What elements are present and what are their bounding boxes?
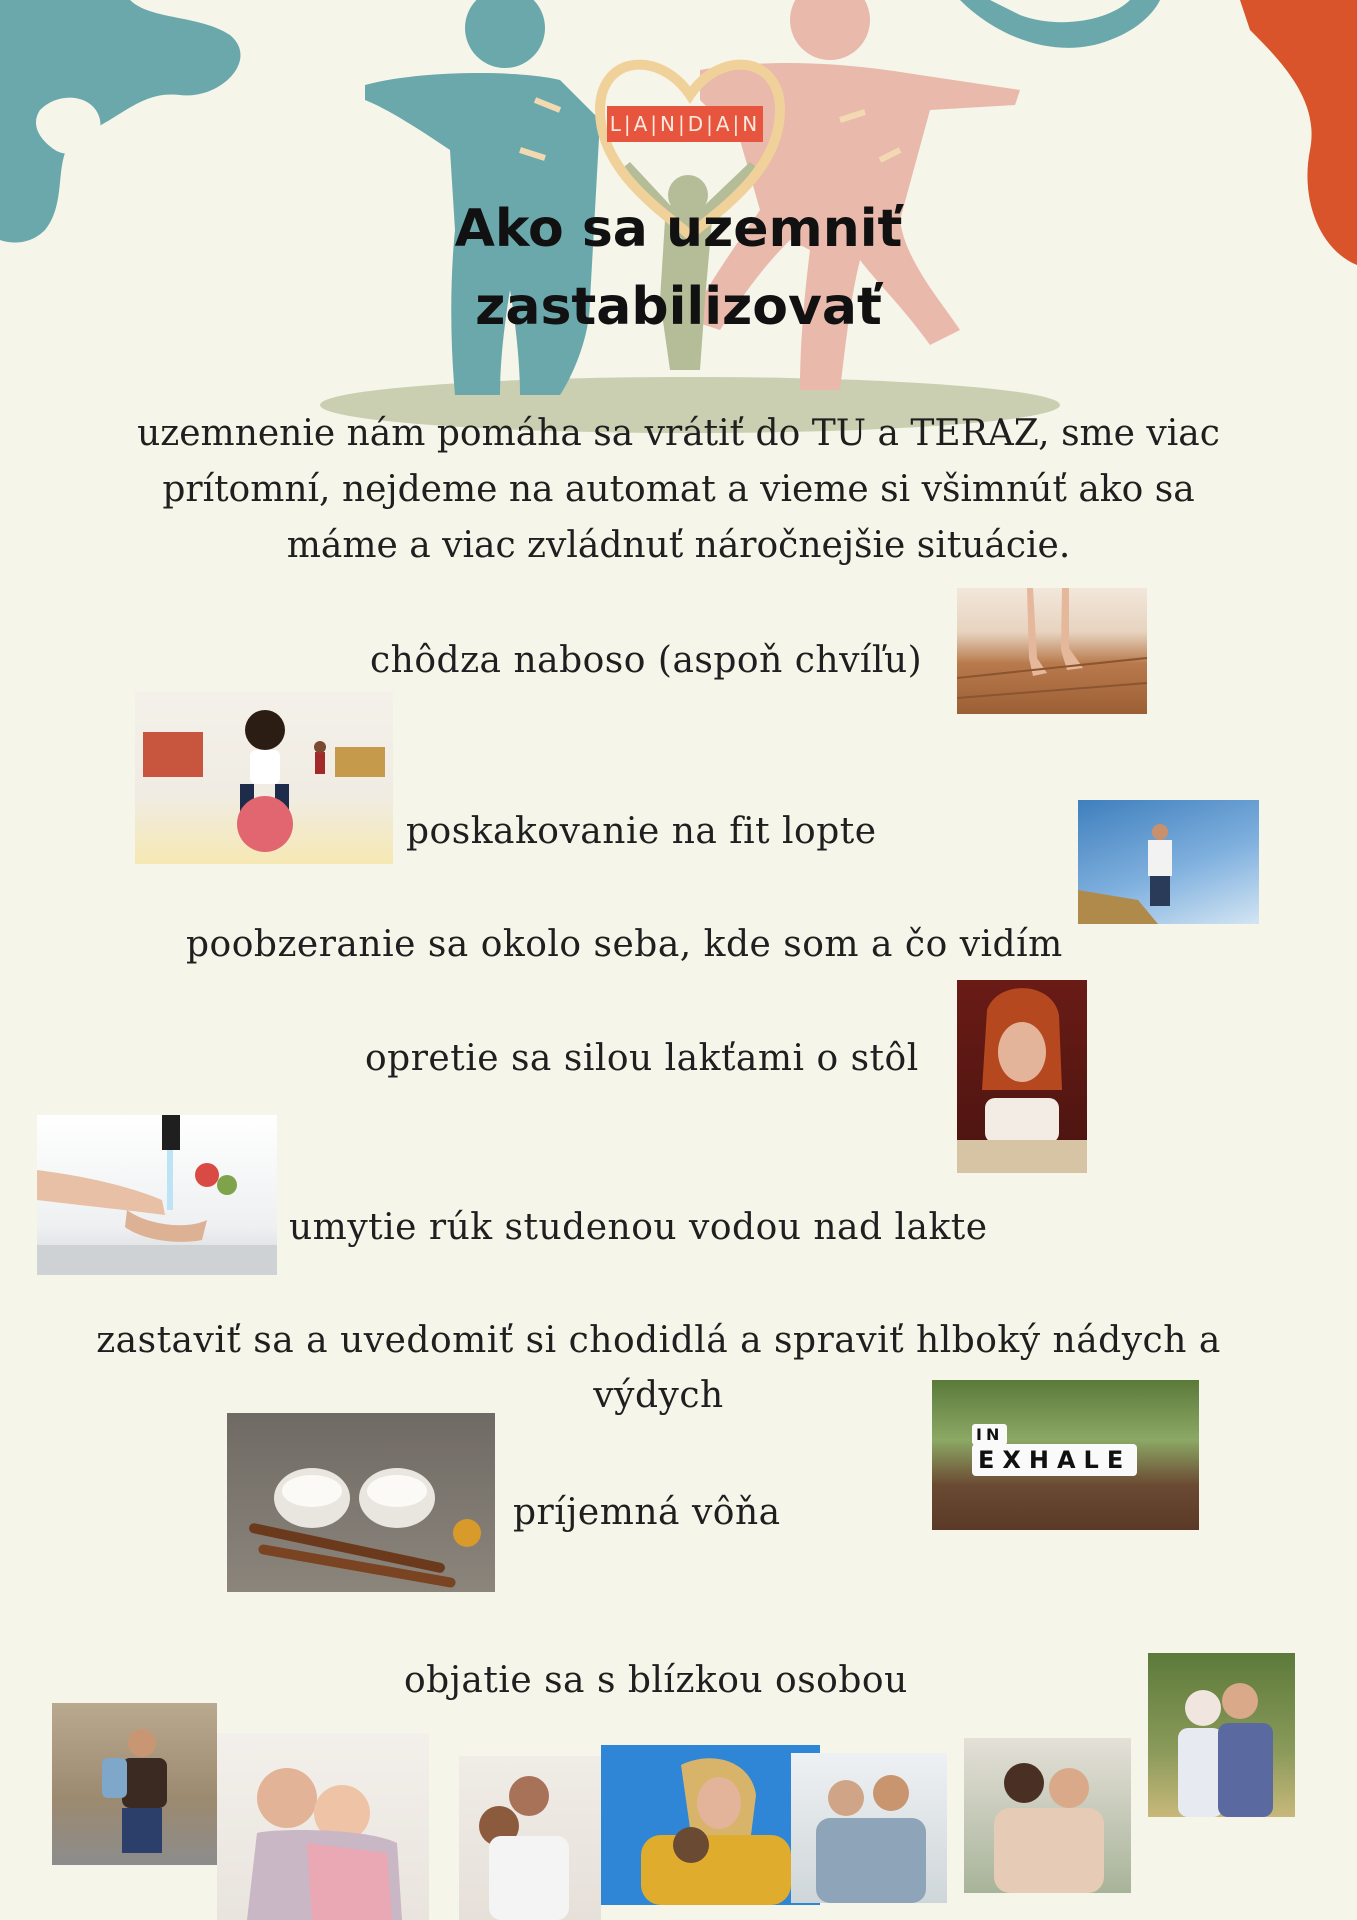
hug-photo-5 <box>791 1753 947 1903</box>
hug-photo-6 <box>964 1738 1131 1893</box>
faucet-hands-icon <box>37 1115 277 1275</box>
candles-icon <box>227 1413 495 1592</box>
couple-hug-icon <box>459 1756 601 1920</box>
women-hug-icon <box>964 1738 1131 1893</box>
item-wash-hands: umytie rúk studenou vodou nad lakte <box>289 1207 988 1248</box>
fitball-child-icon <box>135 692 393 864</box>
hug-photo-2 <box>217 1733 429 1920</box>
exhale-dice-top: IN <box>972 1424 1007 1445</box>
elderly-couple-hug-icon <box>1148 1653 1295 1817</box>
woman-portrait-icon <box>957 980 1087 1173</box>
item-hug: objatie sa s blízkou osobou <box>404 1660 908 1701</box>
intro-line-3: máme a viac zvládnuť náročnejšie situácie. <box>286 525 1071 566</box>
item-elbows: opretie sa silou lakťami o stôl <box>365 1038 919 1079</box>
intro-paragraph <box>40 406 1317 574</box>
title-line-2: zastabilizovať <box>475 277 882 337</box>
hug-photo-3 <box>459 1756 601 1920</box>
item-scent: príjemná vôňa <box>513 1492 781 1533</box>
item-breath-line-2: výdych <box>593 1375 724 1416</box>
hug-photo-1 <box>52 1703 217 1865</box>
woman-thinking-photo <box>957 980 1087 1173</box>
mountain-man-photo <box>1078 800 1259 924</box>
item-barefoot: chôdza naboso (aspoň chvíľu) <box>370 640 923 681</box>
wash-hands-photo <box>37 1115 277 1275</box>
feet-icon <box>957 588 1147 714</box>
intro-line-2: prítomní, nejdeme na automat a vieme si všimnúť ako sa <box>162 469 1195 510</box>
item-breath-line-1: zastaviť sa a uvedomiť si chodidlá a spraviť hlboký nádych a <box>96 1320 1221 1361</box>
teal-ribbon-right <box>960 0 1160 48</box>
mother-child-hug-icon <box>601 1745 820 1905</box>
brand-logo <box>607 106 763 142</box>
father-child-hug-icon <box>52 1703 217 1865</box>
exhale-dice-bottom: EXHALE <box>972 1444 1137 1476</box>
hug-photo-4 <box>601 1745 820 1905</box>
children-hug-icon <box>217 1733 429 1920</box>
exhale-photo <box>932 1380 1199 1530</box>
page-title <box>0 190 1357 346</box>
hug-photo-7 <box>1148 1653 1295 1817</box>
item-fitball: poskakovanie na fit lopte <box>406 811 877 852</box>
item-look-around: poobzeranie sa okolo seba, kde som a čo vidím <box>186 924 1063 965</box>
standing-man-icon <box>1078 800 1259 924</box>
brand-logo-text: L|A|N|D|A|N <box>609 112 761 136</box>
men-hug-icon <box>791 1753 947 1903</box>
cinnamon-candles-photo <box>227 1413 495 1592</box>
title-line-1: Ako sa uzemniť <box>454 199 903 259</box>
fitball-photo <box>135 692 393 864</box>
intro-line-1: uzemnenie nám pomáha sa vrátiť do TU a TERAZ, sme viac <box>137 413 1220 454</box>
barefoot-photo <box>957 588 1147 714</box>
